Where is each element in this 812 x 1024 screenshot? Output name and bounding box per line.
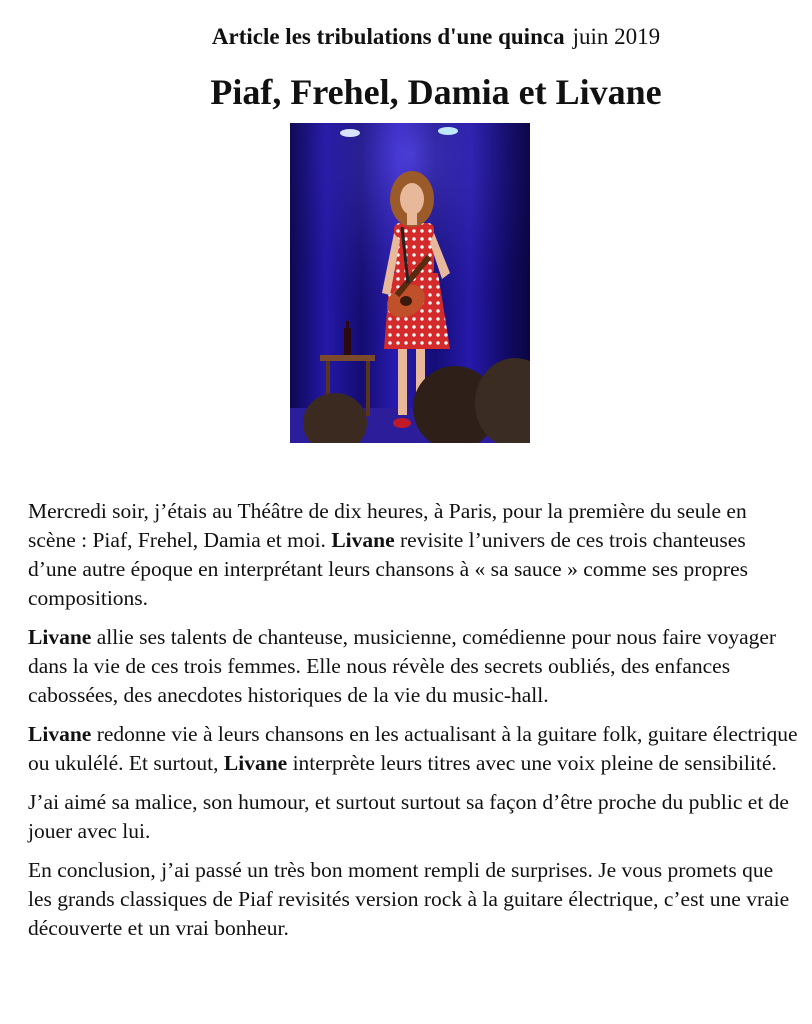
- paragraph: En conclusion, j’ai passé un très bon moment rempli de surprises. Je vous promets que les grands classiques de Piaf revisités version rock à la guitare électrique, c’est une vraie découverte et un vrai bonheur.: [28, 858, 790, 940]
- publication-date: juin 2019: [572, 24, 661, 49]
- stage-light: [340, 129, 360, 137]
- article-body: [28, 497, 798, 953]
- page-title: Piaf, Frehel, Damia et Livane: [210, 72, 662, 112]
- artist-name: Livane: [28, 625, 92, 649]
- bottle-icon: [344, 328, 351, 355]
- artist-name: Livane: [331, 528, 395, 552]
- paragraph: Livane redonne vie à leurs chansons en les actualisant à la guitare folk, guitare électrique ou ukulélé. Et surtout, Livane interprète leurs titres avec une voix pleine de sensibilité.: [28, 722, 798, 775]
- publication-name: Article les tribulations d'une quinca: [211, 24, 565, 49]
- stage-photo-drawing: [290, 123, 530, 443]
- stage-light: [438, 127, 458, 135]
- paragraph: J’ai aimé sa malice, son humour, et surtout surtout sa façon d’être proche du public et de jouer avec lui.: [28, 790, 789, 843]
- artist-name: Livane: [223, 751, 288, 775]
- paragraph: Livane allie ses talents de chanteuse, musicienne, comédienne pour nous faire voyager dans la vie de ces trois femmes. Elle nous révèle des secrets oubliés, des enfances cabossées, des anecdotes historiques de la vie du music-hall.: [28, 625, 777, 707]
- article-header: [0, 22, 812, 52]
- paragraph: Mercredi soir, j’étais au Théâtre de dix heures, à Paris, pour la première du seule en scène : Piaf, Frehel, Damia et moi. Livane revisite l’univers de ces trois chanteuses d’une autre époque en interprétant leurs chansons à « sa sauce » comme ses propres compositions.: [28, 499, 748, 610]
- stage-photo: [290, 123, 530, 443]
- artist-name: Livane: [28, 722, 92, 746]
- side-table: [320, 355, 375, 361]
